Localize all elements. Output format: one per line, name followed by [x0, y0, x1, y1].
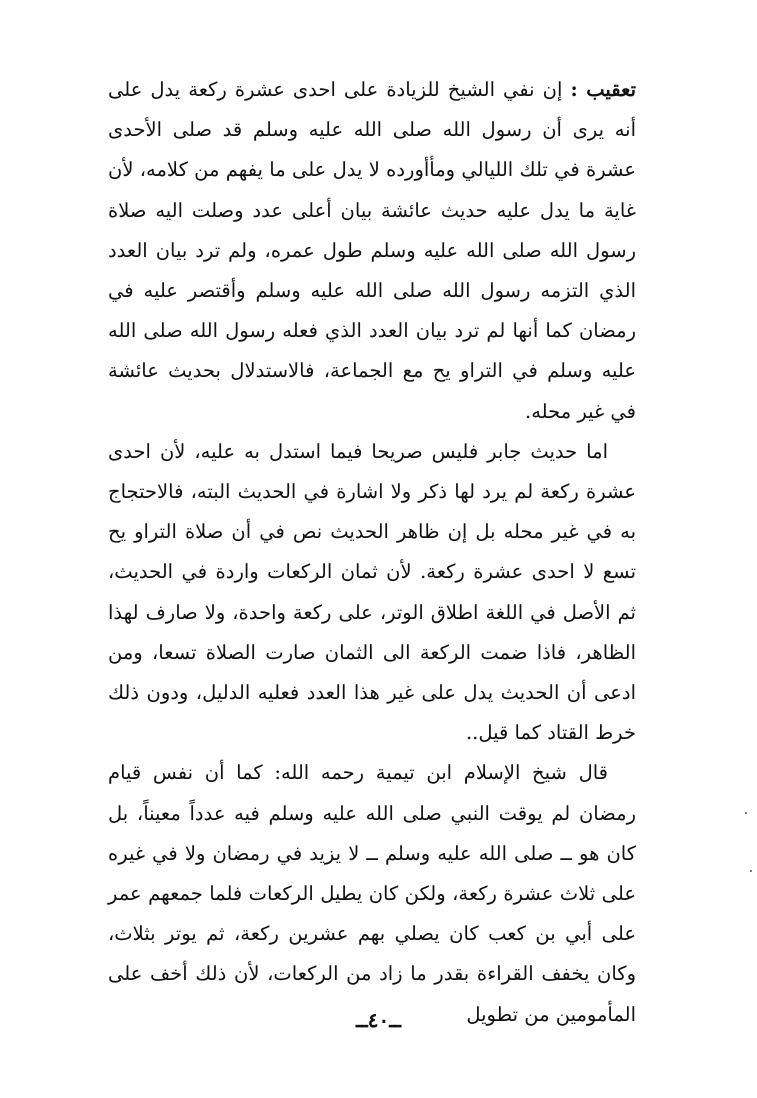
- paragraph-jabir-hadith: [108, 432, 636, 754]
- scan-speck: [745, 812, 747, 814]
- paragraph-commentary: [108, 70, 636, 432]
- paragraph-ibn-taymiyyah-quote: [108, 753, 636, 1034]
- paragraph-text: اما حديث جابر فليس صريحا فيما استدل به عليه، لأن احدى عشرة ركعة لم يرد لها ذكر ولا اشارة في الحديث البته، فالاحتجاج به في غير محله بل إن ظاهر الحديث نص في أن صلاة التراو يح تسع لا احدى عشرة ركعة. لأن ثمان الركعات واردة في الحديث، ثم الأصل في اللغة اطلاق الوتر، على ركعة واحدة، ولا صارف لهذا الظاهر، فاذا ضمت الركعة الى الثمان صارت الصلاة تسعا، ومن ادعى أن الحديث يدل على غير هذا العدد فعليه الدليل، ودون ذلك خرط القتاد كما قيل..: [108, 439, 636, 745]
- body-text: [108, 70, 636, 1035]
- page-number: ــ٤٠ــ: [356, 1008, 401, 1032]
- commentary-heading: تعقيب :: [570, 78, 637, 101]
- scan-speck: [750, 870, 752, 872]
- paragraph-text: إن نفي الشيخ للزيادة على احدى عشرة ركعة يدل على أنه يرى أن رسول الله صلى الله عليه وسلم قد صلى الأحدى عشرة في تلك الليالي ومأأورده لا يدل على ما يفهم من كلامه، لأن غاية ما يدل عليه حديث عائشة بيان أعلى عدد وصلت اليه صلاة رسول الله صلى الله عليه وسلم طول عمره، ولم ترد بيان العدد الذي التزمه رسول الله صلى الله عليه وسلم وأقتصر عليه في رمضان كما أنها لم ترد بيان العدد الذي فعله رسول الله صلى الله عليه وسلم في التراو يح مع الجماعة، فالاستدلال بحديث عائشة في غير محله.: [108, 78, 636, 423]
- paragraph-text: قال شيخ الإسلام ابن تيمية رحمه الله: كما أن نفس قيام رمضان لم يوقت النبي صلى الله عليه وسلم فيه عدداً معيناً، بل كان هو ــ صلى الله عليه وسلم ــ لا يزيد في رمضان ولا في غيره على ثلاث عشرة ركعة، ولكن كان يطيل الركعات فلما جمعهم عمر على أبي بن كعب كان يصلي بهم عشرين ركعة، ثم يوتر بثلاث، وكان يخفف القراءة بقدر ما زاد من الركعات، لأن ذلك أخف على المأمومين من تطويل: [108, 761, 636, 1026]
